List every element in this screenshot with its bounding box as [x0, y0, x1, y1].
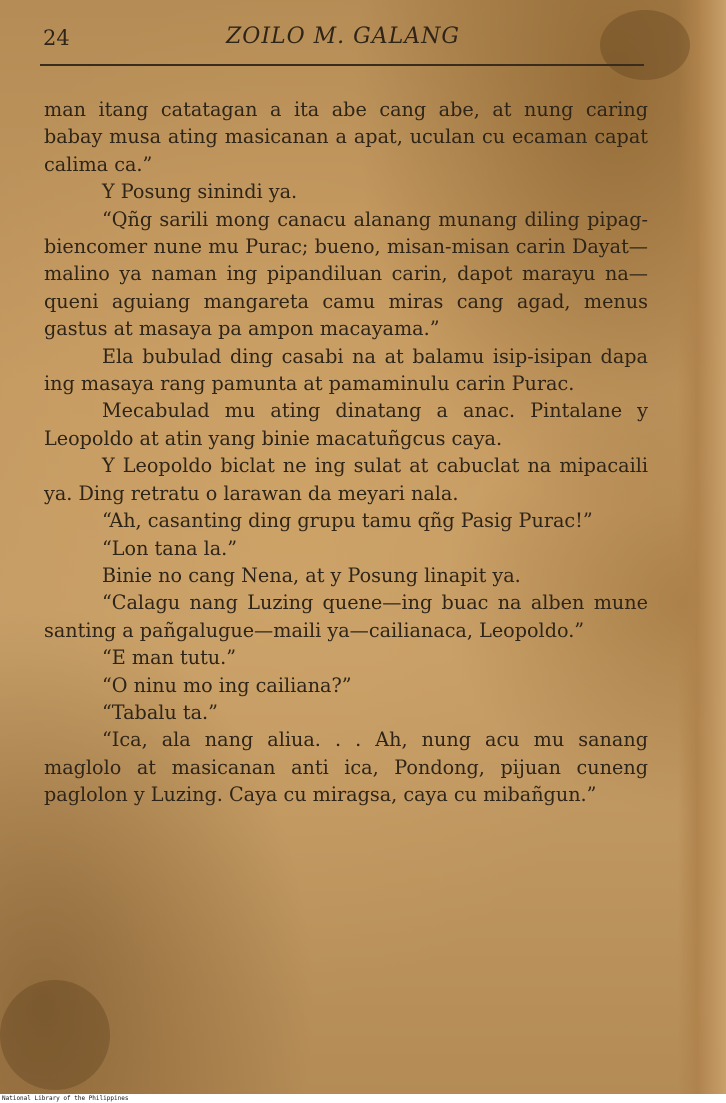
paragraph: Mecabulad mu ating dinatang a anac. Pintalane y Leopoldo at atin yang binie macatuñgcus caya.: [44, 399, 648, 450]
stain-mark: [0, 980, 110, 1090]
page-number: 24: [43, 26, 70, 50]
paragraph: “Tabalu ta.”: [102, 700, 218, 724]
paragraph: man itang catatagan a ita abe cang abe, at nung caring babay musa ating masicanan a apat, uculan cu ecaman capat calima ca.”: [44, 98, 648, 176]
body-text: [44, 96, 648, 809]
library-credit: National Library of the Philippines: [2, 1095, 129, 1102]
paragraph: “O ninu mo ing cailiana?”: [102, 673, 352, 697]
header-rule: [40, 64, 644, 66]
running-head: ZOILO M. GALANG: [226, 24, 460, 49]
paragraph: “Calagu nang Luzing quene—ing buac na alben mune santing a pañgalugue—maili ya—cailianaca, Leopoldo.”: [44, 591, 648, 642]
paragraph: “Qñg sarili mong canacu alanang munang diling pipag-biencomer nune mu Purac; bueno, misan-misan carin Dayat—malino ya naman ing pipandiluan carin, dapot marayu na—queni aguiang mangareta camu miras cang agad, menus gastus at masaya pa ampon macayama.”: [44, 207, 648, 341]
paragraph: Y Posung sinindi ya.: [102, 180, 298, 204]
page-edge-shadow: [678, 0, 726, 1094]
paragraph: “E man tutu.”: [102, 646, 237, 670]
paragraph: Binie no cang Nena, at y Posung linapit ya.: [102, 563, 521, 587]
paragraph: “Ica, ala nang aliua. . . Ah, nung acu mu sanang maglolo at masicanan anti ica, Pondong, pijuan cuneng paglolon y Luzing. Caya cu miragsa, caya cu mibañgun.”: [44, 728, 648, 807]
paragraph: “Ah, casanting ding grupu tamu qñg Pasig Purac!”: [102, 509, 593, 533]
paragraph: “Lon tana la.”: [102, 536, 238, 560]
paragraph: Y Leopoldo biclat ne ing sulat at cabuclat na mipacaili ya. Ding retratu o larawan da meyari nala.: [44, 454, 648, 505]
page-header: [40, 22, 640, 54]
paragraph: Ela bubulad ding casabi na at balamu isip-isipan dapa ing masaya rang pamunta at pamaminulu carin Purac.: [44, 344, 648, 396]
